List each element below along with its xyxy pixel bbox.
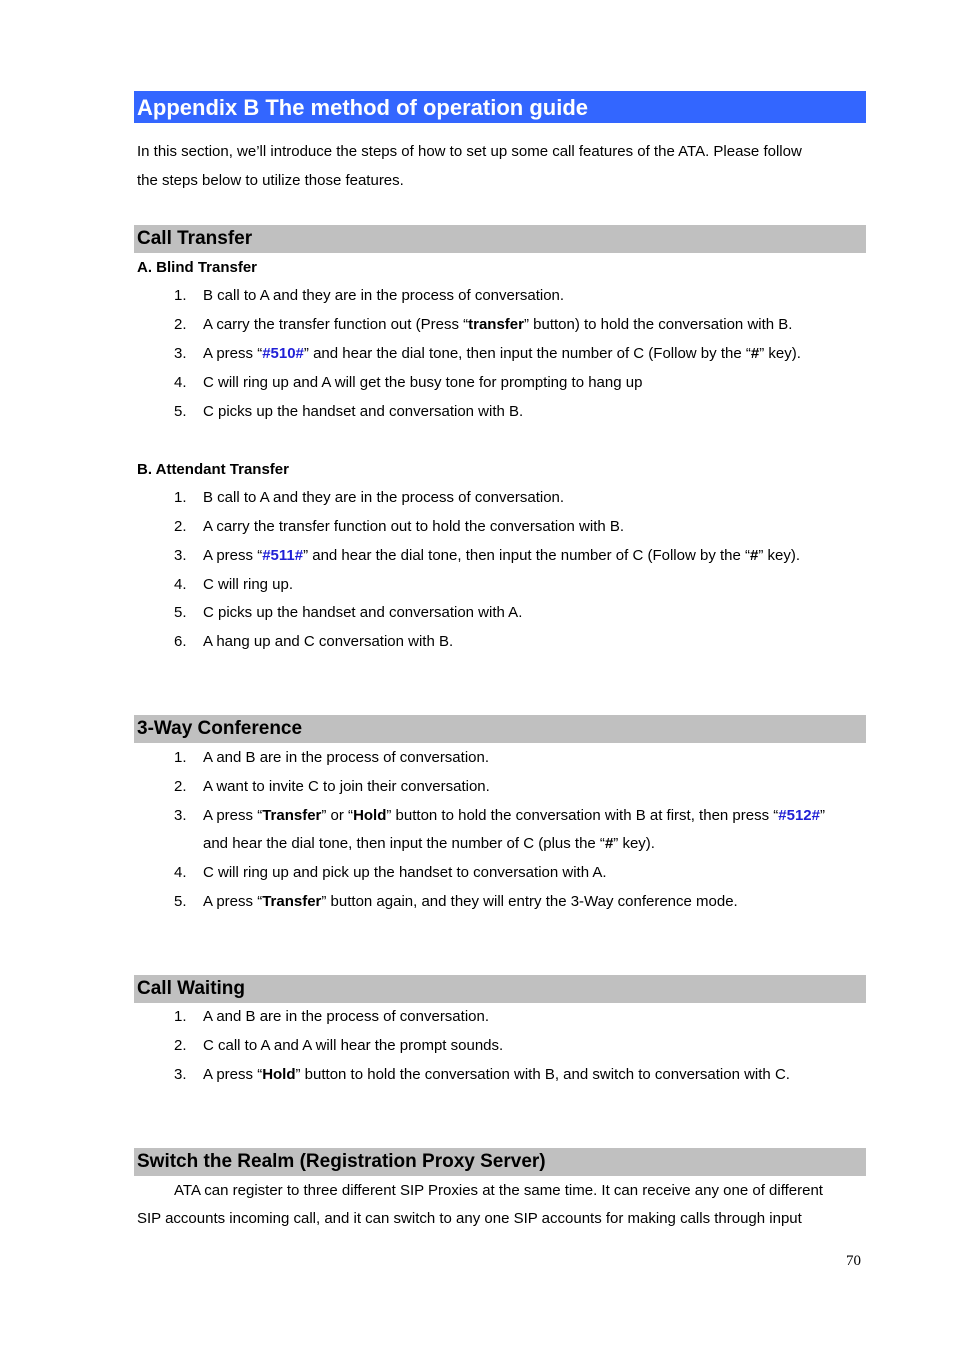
- code-510: #510#: [262, 345, 304, 362]
- blind-step-2-number: 2.: [174, 316, 187, 333]
- realm-line-1: ATA can register to three different SIP Proxies at the same time. It can receive any one of different: [174, 1182, 823, 1199]
- conference-step-3-continued: and hear the dial tone, then input the number of C (plus the “#” key).: [203, 835, 655, 852]
- intro-line-1: In this section, we’ll introduce the steps of how to set up some call features of the ATA. Please follow: [137, 143, 802, 160]
- conference-step-2: A want to invite C to join their conversation.: [203, 778, 490, 795]
- conference-step-5: A press “Transfer” button again, and they will entry the 3-Way conference mode.: [203, 893, 738, 910]
- attendant-step-6-number: 6.: [174, 633, 187, 650]
- attendant-step-3: A press “#511#” and hear the dial tone, then input the number of C (Follow by the “#” key).: [203, 547, 801, 564]
- attendant-transfer-heading: B. Attendant Transfer: [137, 461, 289, 478]
- waiting-step-3: A press “Hold” button to hold the conversation with B, and switch to conversation with C.: [203, 1066, 790, 1083]
- call-transfer-heading: Call Transfer: [137, 228, 253, 249]
- blind-step-5: C picks up the handset and conversation with B.: [203, 403, 524, 420]
- blind-step-4-number: 4.: [174, 374, 187, 391]
- conference-step-3-number: 3.: [174, 807, 187, 824]
- conference-step-1-number: 1.: [174, 749, 187, 766]
- waiting-step-3-number: 3.: [174, 1066, 187, 1083]
- blind-step-5-number: 5.: [174, 403, 187, 420]
- realm-line-2: SIP accounts incoming call, and it can switch to any one SIP accounts for making calls through input: [137, 1210, 802, 1227]
- conference-step-5-number: 5.: [174, 893, 187, 910]
- waiting-step-1-number: 1.: [174, 1008, 187, 1025]
- attendant-step-1-number: 1.: [174, 489, 187, 506]
- conference-step-2-number: 2.: [174, 778, 187, 795]
- blind-step-2: A carry the transfer function out (Press “transfer” button) to hold the conversation with B.: [203, 316, 793, 333]
- attendant-step-3-number: 3.: [174, 547, 187, 564]
- waiting-step-1: A and B are in the process of conversation.: [203, 1008, 490, 1025]
- blind-step-4: C will ring up and A will get the busy tone for prompting to hang up: [203, 374, 643, 391]
- waiting-step-2: C call to A and A will hear the prompt sounds.: [203, 1037, 504, 1054]
- blind-step-1-number: 1.: [174, 287, 187, 304]
- blind-step-3-number: 3.: [174, 345, 187, 362]
- attendant-step-1: B call to A and they are in the process of conversation.: [203, 489, 565, 506]
- blind-transfer-heading: A. Blind Transfer: [137, 259, 258, 276]
- realm-heading: Switch the Realm (Registration Proxy Server): [137, 1151, 546, 1172]
- blind-step-3: A press “#510#” and hear the dial tone, then input the number of C (Follow by the “#” key).: [203, 345, 801, 362]
- conference-step-4: C will ring up and pick up the handset to conversation with A.: [203, 864, 607, 881]
- appendix-title: Appendix B The method of operation guide: [137, 95, 588, 120]
- conference-heading: 3-Way Conference: [137, 718, 303, 739]
- attendant-step-2-number: 2.: [174, 518, 187, 535]
- conference-step-4-number: 4.: [174, 864, 187, 881]
- attendant-step-5: C picks up the handset and conversation with A.: [203, 604, 523, 621]
- conference-step-3: A press “Transfer” or “Hold” button to hold the conversation with B at first, then press “#512#”: [203, 807, 825, 824]
- attendant-step-6: A hang up and C conversation with B.: [203, 633, 454, 650]
- code-512: #512#: [778, 807, 820, 824]
- page-number: 70: [846, 1253, 861, 1269]
- intro-line-2: the steps below to utilize those features.: [137, 172, 404, 189]
- attendant-step-4: C will ring up.: [203, 576, 294, 593]
- blind-step-1: B call to A and they are in the process of conversation.: [203, 287, 565, 304]
- call-waiting-heading: Call Waiting: [137, 978, 246, 999]
- conference-step-1: A and B are in the process of conversation.: [203, 749, 490, 766]
- attendant-step-4-number: 4.: [174, 576, 187, 593]
- attendant-step-5-number: 5.: [174, 604, 187, 621]
- attendant-step-2: A carry the transfer function out to hold the conversation with B.: [203, 518, 625, 535]
- waiting-step-2-number: 2.: [174, 1037, 187, 1054]
- transfer-keyword: transfer: [468, 316, 524, 333]
- code-511: #511#: [262, 547, 304, 564]
